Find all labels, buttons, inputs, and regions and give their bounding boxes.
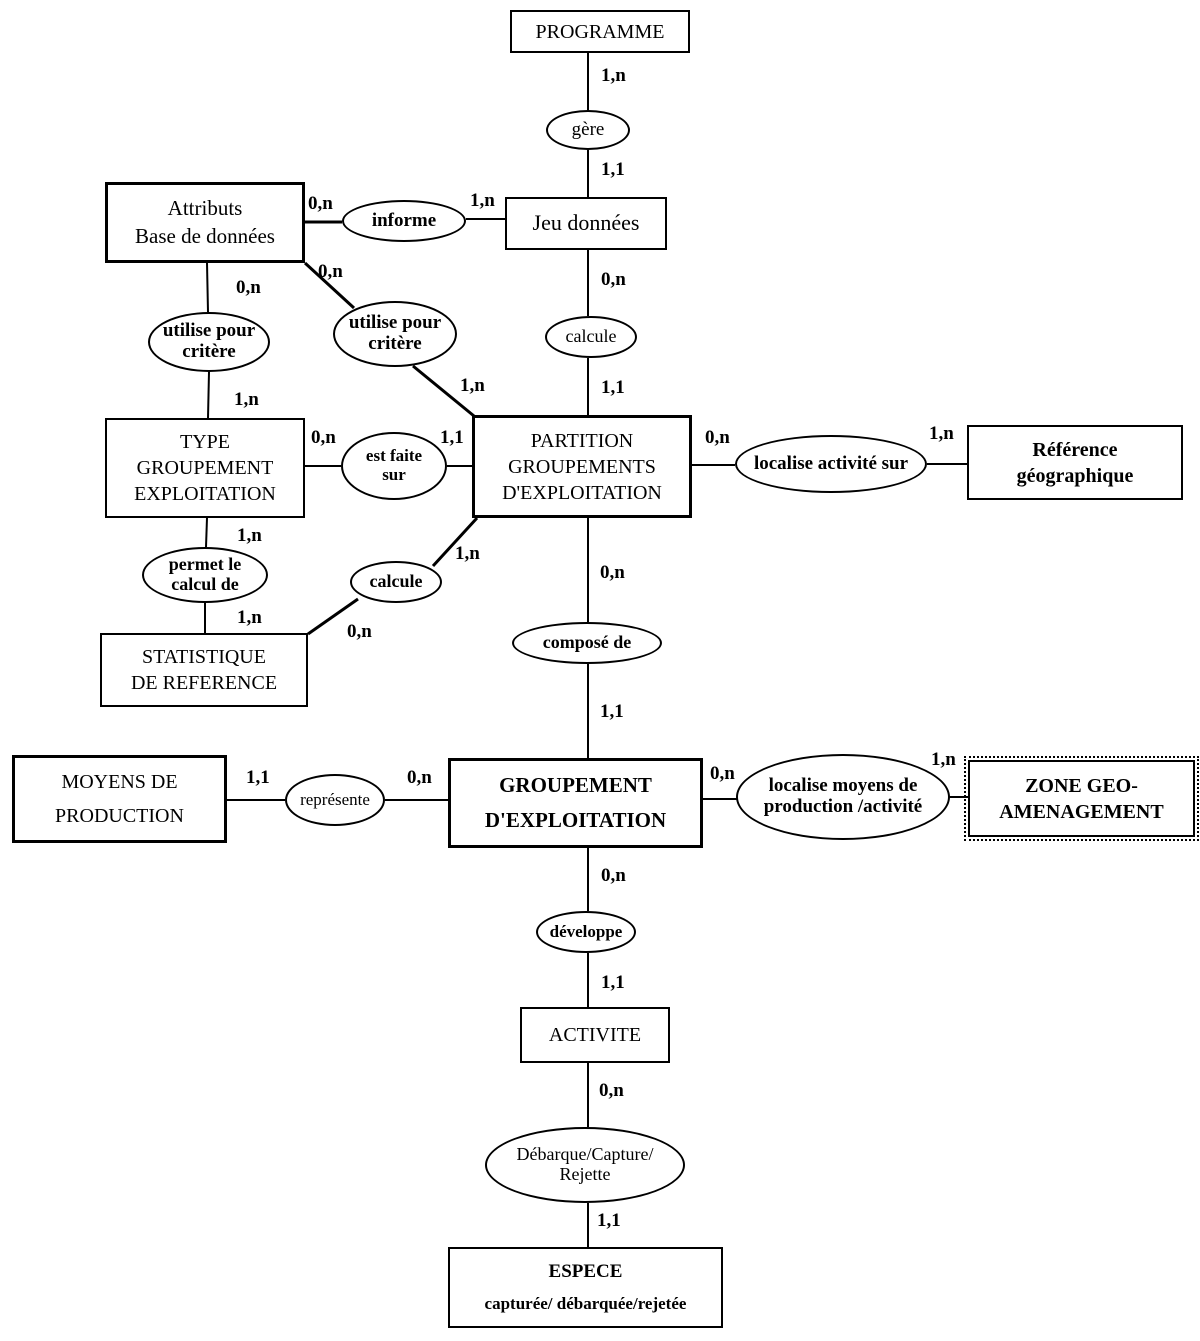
cardinality-label: 0,n (705, 427, 730, 448)
cardinality-label: 1,n (237, 525, 262, 546)
relation-permet-calcul-label: calcul de (171, 574, 239, 594)
cardinality-label: 0,n (600, 562, 625, 583)
entity-groupement (448, 758, 703, 848)
entity-type-groupement-label: GROUPEMENT (136, 457, 274, 479)
edge-utilise1-type (208, 372, 209, 418)
relation-utilise-critere-1-label: utilise pour (162, 320, 256, 342)
relation-permet-calcul-label: permet le (168, 554, 242, 575)
entity-espece-label: ESPECE (548, 1261, 623, 1283)
entity-partition-label: PARTITION (530, 429, 634, 452)
relation-localise-moyens-label: localise moyens de (768, 775, 918, 797)
entity-attributs-bdd-label: Attributs (167, 196, 243, 221)
relation-debarque-label: Rejette (559, 1164, 611, 1184)
entity-groupement-label: D'EXPLOITATION (484, 807, 667, 832)
cardinality-label: 1,1 (601, 377, 625, 398)
entity-statistique (100, 633, 308, 707)
entity-attributs-bdd (105, 182, 305, 263)
relation-calcule-centre (545, 316, 637, 358)
entity-statistique-label: DE REFERENCE (130, 672, 278, 694)
cardinality-label: 0,n (599, 1080, 624, 1101)
cardinality-label: 1,n (929, 423, 954, 444)
relation-localise-activite (735, 435, 927, 493)
cardinality-label: 0,n (407, 767, 432, 788)
cardinality-label: 1,n (237, 607, 262, 628)
cardinality-label: 1,1 (597, 1210, 621, 1231)
entity-type-groupement-label: EXPLOITATION (134, 483, 276, 505)
edge-type-permet (206, 518, 207, 547)
relation-est-faite-sur (341, 432, 447, 500)
entity-programme-label: PROGRAMME (535, 20, 665, 43)
cardinality-label: 1,n (455, 543, 480, 564)
relation-localise-activite-label: localise activité sur (753, 452, 909, 474)
entity-statistique-label: STATISTIQUE (142, 646, 266, 668)
cardinality-label: 0,n (601, 865, 626, 886)
relation-utilise-critere-1 (148, 312, 270, 372)
entity-activite-label: ACTIVITE (548, 1024, 642, 1046)
cardinality-label: 0,n (601, 269, 626, 290)
relation-utilise-critere-2-label: utilise pour (348, 312, 442, 334)
cardinality-label: 1,1 (600, 701, 624, 722)
entity-reference-geo (967, 425, 1183, 500)
relation-informe (342, 200, 466, 242)
relation-utilise-critere-2 (333, 301, 457, 367)
relation-developpe-label: développe (549, 921, 623, 941)
entity-espece (448, 1247, 723, 1328)
relation-est-faite-sur-label: sur (382, 465, 406, 484)
cardinality-label: 1,n (601, 65, 626, 86)
relation-represente (285, 774, 385, 826)
relation-debarque (485, 1127, 685, 1203)
relation-localise-moyens-label: production /activité (763, 796, 923, 817)
cardinality-label: 0,n (347, 621, 372, 642)
relation-compose-de (512, 622, 662, 664)
relation-represente-label: représente (300, 789, 370, 809)
cardinality-label: 0,n (710, 763, 735, 784)
entity-zone-geo-label: AMENAGEMENT (999, 800, 1164, 823)
entity-reference-geo-label: géographique (1016, 464, 1134, 487)
relation-localise-moyens (736, 754, 950, 840)
entity-groupement-label: GROUPEMENT (499, 773, 652, 798)
entity-attributs-bdd-label: Base de données (135, 223, 275, 248)
cardinality-label: 0,n (318, 261, 343, 282)
cardinality-label: 0,n (311, 427, 336, 448)
cardinality-label: 1,1 (601, 972, 625, 993)
relation-debarque-label: Débarque/Capture/ (516, 1144, 654, 1165)
entity-type-groupement (105, 418, 305, 518)
relation-calcule-gauche (350, 561, 442, 603)
relation-compose-de-label: composé de (542, 632, 632, 653)
relation-utilise-critere-2-label: critère (368, 333, 422, 354)
cardinality-label: 1,1 (601, 159, 625, 180)
entity-moyens-production (12, 755, 227, 843)
entity-type-groupement-label: TYPE (180, 431, 230, 453)
relation-gere (546, 110, 630, 150)
edge-attributs-utilise1 (207, 263, 208, 312)
entity-espece-sublabel: capturée/ débarquée/rejetée (484, 1293, 687, 1313)
entity-reference-geo-label: Référence (1032, 438, 1118, 461)
cardinality-label: 1,1 (440, 427, 464, 448)
cardinality-label: 1,n (460, 375, 485, 396)
entity-moyens-production-label: MOYENS DE (61, 771, 178, 794)
entity-jeu-donnees-label: Jeu données (532, 210, 640, 236)
entity-zone-geo-label: ZONE GEO- (1025, 774, 1138, 797)
entity-partition-label: D'EXPLOITATION (502, 481, 662, 504)
entity-partition (472, 415, 692, 518)
cardinality-label: 1,n (470, 190, 495, 211)
relation-est-faite-sur-label: est faite (365, 446, 423, 466)
relation-developpe (536, 911, 636, 953)
cardinality-label: 0,n (308, 193, 333, 214)
entity-moyens-production-label: PRODUCTION (55, 804, 184, 827)
cardinality-label: 1,n (234, 389, 259, 410)
cardinality-label: 0,n (236, 277, 261, 298)
relation-permet-calcul (142, 547, 268, 603)
cardinality-label: 1,n (931, 749, 956, 770)
relation-informe-label: informe (371, 209, 437, 231)
entity-jeu-donnees (505, 197, 667, 250)
relation-utilise-critere-1-label: critère (182, 341, 236, 362)
relation-gere-label: gère (571, 118, 605, 140)
relation-calcule-centre-label: calcule (565, 326, 617, 347)
entity-activite (520, 1007, 670, 1063)
cardinality-label: 1,1 (246, 767, 270, 788)
entity-zone-geo (968, 760, 1195, 837)
entity-partition-label: GROUPEMENTS (508, 455, 656, 478)
relation-calcule-gauche-label: calcule (369, 571, 423, 592)
entity-programme (510, 10, 690, 53)
